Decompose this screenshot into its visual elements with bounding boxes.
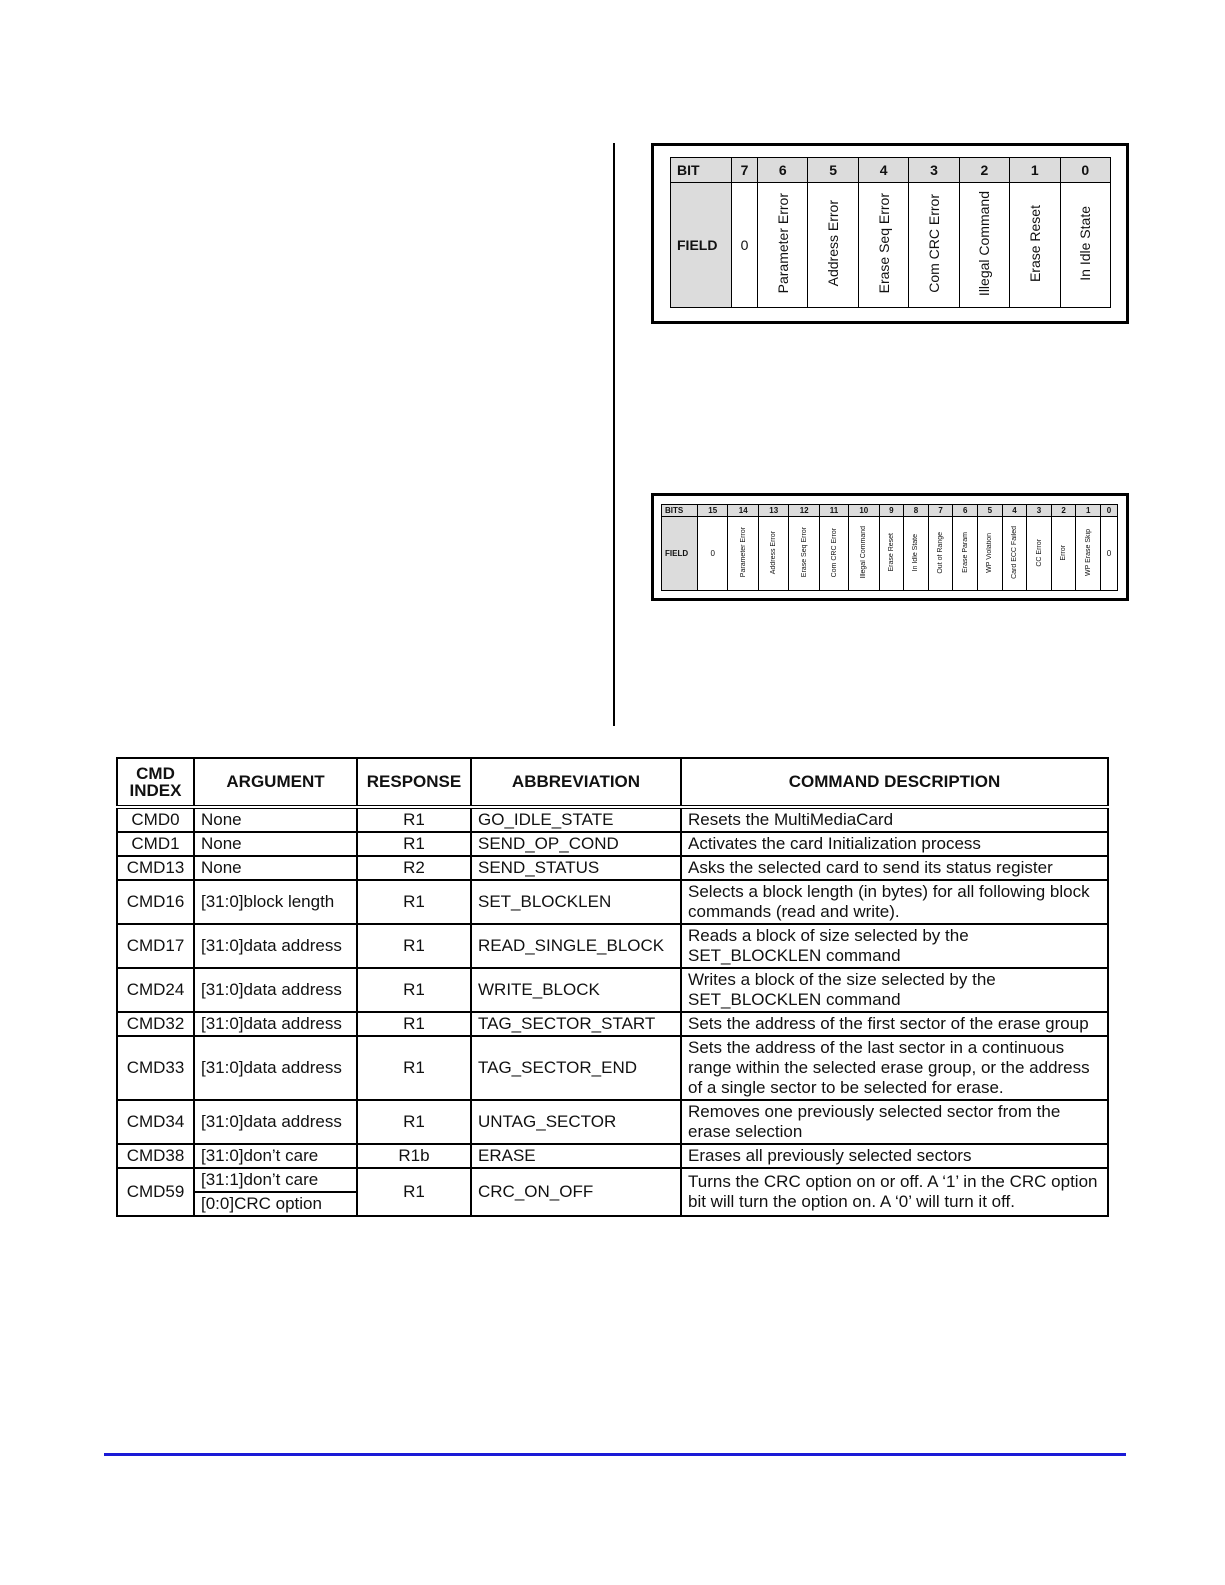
r2-bit-table bbox=[661, 504, 1118, 591]
cmd-abbreviation: TAG_SECTOR_START bbox=[471, 1012, 681, 1036]
cmd-argument: [31:0]block length bbox=[194, 880, 357, 924]
r2-bit-2: 2 bbox=[1051, 505, 1076, 517]
r2-bit-5: 5 bbox=[978, 505, 1003, 517]
command-table bbox=[116, 757, 1109, 1217]
r1-field-0: In Idle State bbox=[1060, 183, 1110, 308]
r1-field-6: Parameter Error bbox=[758, 183, 808, 308]
cmd-description: Erases all previously selected sectors bbox=[681, 1144, 1108, 1168]
r1-field-3: Com CRC Error bbox=[909, 183, 959, 308]
r1-field-label: FIELD bbox=[671, 183, 732, 308]
cmd-response: R1 bbox=[357, 1100, 471, 1144]
r1-bit-7: 7 bbox=[732, 158, 758, 183]
r2-bit-10: 10 bbox=[849, 505, 879, 517]
header-abbreviation: ABBREVIATION bbox=[471, 758, 681, 807]
cmd-description: Resets the MultiMediaCard bbox=[681, 807, 1108, 832]
r1-bit-4: 4 bbox=[858, 158, 908, 183]
r1-response-table bbox=[651, 143, 1129, 324]
cmd-abbreviation: ERASE bbox=[471, 1144, 681, 1168]
r2-bit-12: 12 bbox=[789, 505, 819, 517]
table-row bbox=[117, 1012, 1108, 1036]
table-row bbox=[117, 807, 1108, 832]
cmd-response: R1b bbox=[357, 1144, 471, 1168]
cmd-argument: [31:1]don’t care bbox=[194, 1168, 357, 1192]
r1-field-5: Address Error bbox=[808, 183, 858, 308]
cmd-index: CMD24 bbox=[117, 968, 194, 1012]
cmd-argument: None bbox=[194, 832, 357, 856]
cmd-abbreviation: TAG_SECTOR_END bbox=[471, 1036, 681, 1100]
cmd-abbreviation: CRC_ON_OFF bbox=[471, 1168, 681, 1216]
cmd-response: R1 bbox=[357, 924, 471, 968]
r1-bit-1: 1 bbox=[1010, 158, 1060, 183]
cmd-index: CMD17 bbox=[117, 924, 194, 968]
cmd-argument: [0:0]CRC option bbox=[194, 1192, 357, 1216]
header-cmd-index: CMD INDEX bbox=[117, 758, 194, 807]
column-divider bbox=[613, 143, 615, 726]
cmd-argument: [31:0]data address bbox=[194, 968, 357, 1012]
footer-rule bbox=[104, 1453, 1126, 1456]
r1-field-1: Erase Reset bbox=[1010, 183, 1060, 308]
r2-bit-14: 14 bbox=[728, 505, 758, 517]
cmd-index: CMD1 bbox=[117, 832, 194, 856]
cmd-response: R2 bbox=[357, 856, 471, 880]
cmd-abbreviation: WRITE_BLOCK bbox=[471, 968, 681, 1012]
r1-field-4: Erase Seq Error bbox=[858, 183, 908, 308]
cmd-argument: [31:0]data address bbox=[194, 924, 357, 968]
r2-bit-9: 9 bbox=[879, 505, 904, 517]
r2-field-11: Com CRC Error bbox=[819, 517, 848, 591]
cmd-argument: [31:0]data address bbox=[194, 1012, 357, 1036]
r1-bit-5: 5 bbox=[808, 158, 858, 183]
r1-bit-2: 2 bbox=[959, 158, 1009, 183]
table-row bbox=[117, 856, 1108, 880]
cmd-abbreviation: GO_IDLE_STATE bbox=[471, 807, 681, 832]
cmd-index: CMD33 bbox=[117, 1036, 194, 1100]
cmd-description: Sets the address of the first sector of the erase group bbox=[681, 1012, 1108, 1036]
cmd-response: R1 bbox=[357, 1012, 471, 1036]
r1-field-row bbox=[671, 183, 1111, 308]
cmd-argument: [31:0]data address bbox=[194, 1100, 357, 1144]
cmd-description: Asks the selected card to send its status register bbox=[681, 856, 1108, 880]
r1-bit-label: BIT bbox=[671, 158, 732, 183]
cmd-description: Removes one previously selected sector from the erase selection bbox=[681, 1100, 1108, 1144]
cmd-abbreviation: SEND_OP_COND bbox=[471, 832, 681, 856]
cmd-description: Sets the address of the last sector in a continuous range within the selected erase group, or the address of a single sector to be selected for erase. bbox=[681, 1036, 1108, 1100]
r2-bit-7: 7 bbox=[928, 505, 953, 517]
header-response: RESPONSE bbox=[357, 758, 471, 807]
cmd-response: R1 bbox=[357, 807, 471, 832]
command-table-header bbox=[117, 758, 1108, 807]
header-argument: ARGUMENT bbox=[194, 758, 357, 807]
cmd-response: R1 bbox=[357, 1168, 471, 1216]
r2-bit-8: 8 bbox=[904, 505, 929, 517]
r2-field-10: Illegal Command bbox=[849, 517, 879, 591]
r2-field-13: Address Error bbox=[758, 517, 788, 591]
cmd-argument: None bbox=[194, 807, 357, 832]
cmd-abbreviation: SEND_STATUS bbox=[471, 856, 681, 880]
cmd-index: CMD13 bbox=[117, 856, 194, 880]
cmd-index: CMD0 bbox=[117, 807, 194, 832]
r1-bit-3: 3 bbox=[909, 158, 959, 183]
cmd-description: Turns the CRC option on or off. A ‘1’ in the CRC option bit will turn the option on. A ‘0’ will turn it off. bbox=[681, 1168, 1108, 1216]
r2-bit-3: 3 bbox=[1027, 505, 1052, 517]
r2-field-row bbox=[662, 517, 1118, 591]
table-row bbox=[117, 924, 1108, 968]
r2-field-label: FIELD bbox=[662, 517, 698, 591]
cmd-index: CMD38 bbox=[117, 1144, 194, 1168]
cmd-description: Reads a block of size selected by the SET_BLOCKLEN command bbox=[681, 924, 1108, 968]
cmd-response: R1 bbox=[357, 832, 471, 856]
table-row bbox=[117, 1100, 1108, 1144]
cmd-index: CMD59 bbox=[117, 1168, 194, 1216]
r2-bit-1: 1 bbox=[1076, 505, 1101, 517]
r2-field-0: 0 bbox=[1101, 517, 1118, 591]
r2-field-14: Parameter Error bbox=[728, 517, 758, 591]
r2-field-9: Erase Reset bbox=[879, 517, 904, 591]
r1-bit-6: 6 bbox=[758, 158, 808, 183]
cmd-index: CMD34 bbox=[117, 1100, 194, 1144]
table-row bbox=[117, 1036, 1108, 1100]
cmd-description: Selects a block length (in bytes) for all following block commands (read and write). bbox=[681, 880, 1108, 924]
r1-field-7: 0 bbox=[732, 183, 758, 308]
r2-field-1: WP Erase Skip bbox=[1076, 517, 1101, 591]
r2-bit-4: 4 bbox=[1002, 505, 1027, 517]
table-row bbox=[117, 832, 1108, 856]
cmd-description: Writes a block of the size selected by the SET_BLOCKLEN command bbox=[681, 968, 1108, 1012]
cmd-abbreviation: READ_SINGLE_BLOCK bbox=[471, 924, 681, 968]
r1-bit-0: 0 bbox=[1060, 158, 1110, 183]
cmd-argument: [31:0]data address bbox=[194, 1036, 357, 1100]
r2-field-7: Out of Range bbox=[928, 517, 953, 591]
r2-bit-label: BITS bbox=[662, 505, 698, 517]
r2-bit-15: 15 bbox=[698, 505, 728, 517]
r1-bit-row bbox=[671, 158, 1111, 183]
r1-bit-table bbox=[670, 157, 1111, 308]
cmd-response: R1 bbox=[357, 1036, 471, 1100]
r2-bit-0: 0 bbox=[1101, 505, 1118, 517]
r2-field-4: Card ECC Failed bbox=[1002, 517, 1027, 591]
r2-bit-6: 6 bbox=[953, 505, 978, 517]
cmd-response: R1 bbox=[357, 968, 471, 1012]
r2-field-8: In Idle State bbox=[904, 517, 929, 591]
cmd-description: Activates the card Initialization process bbox=[681, 832, 1108, 856]
r1-field-2: Illegal Command bbox=[959, 183, 1009, 308]
r2-field-12: Erase Seq Error bbox=[789, 517, 819, 591]
r2-field-2: Error bbox=[1051, 517, 1076, 591]
r2-field-6: Erase Param bbox=[953, 517, 978, 591]
r2-bit-13: 13 bbox=[758, 505, 788, 517]
cmd-argument: [31:0]don’t care bbox=[194, 1144, 357, 1168]
table-row bbox=[117, 1168, 1108, 1192]
cmd-abbreviation: UNTAG_SECTOR bbox=[471, 1100, 681, 1144]
r2-bit-11: 11 bbox=[819, 505, 848, 517]
cmd-response: R1 bbox=[357, 880, 471, 924]
r2-bit-row bbox=[662, 505, 1118, 517]
table-row bbox=[117, 968, 1108, 1012]
r2-field-3: CC Error bbox=[1027, 517, 1052, 591]
r2-field-5: WP Violation bbox=[978, 517, 1003, 591]
header-description: COMMAND DESCRIPTION bbox=[681, 758, 1108, 807]
cmd-abbreviation: SET_BLOCKLEN bbox=[471, 880, 681, 924]
table-row bbox=[117, 1144, 1108, 1168]
r2-field-15: 0 bbox=[698, 517, 728, 591]
table-row bbox=[117, 880, 1108, 924]
cmd-index: CMD16 bbox=[117, 880, 194, 924]
r2-response-table bbox=[651, 493, 1129, 601]
cmd-argument: None bbox=[194, 856, 357, 880]
cmd-index: CMD32 bbox=[117, 1012, 194, 1036]
